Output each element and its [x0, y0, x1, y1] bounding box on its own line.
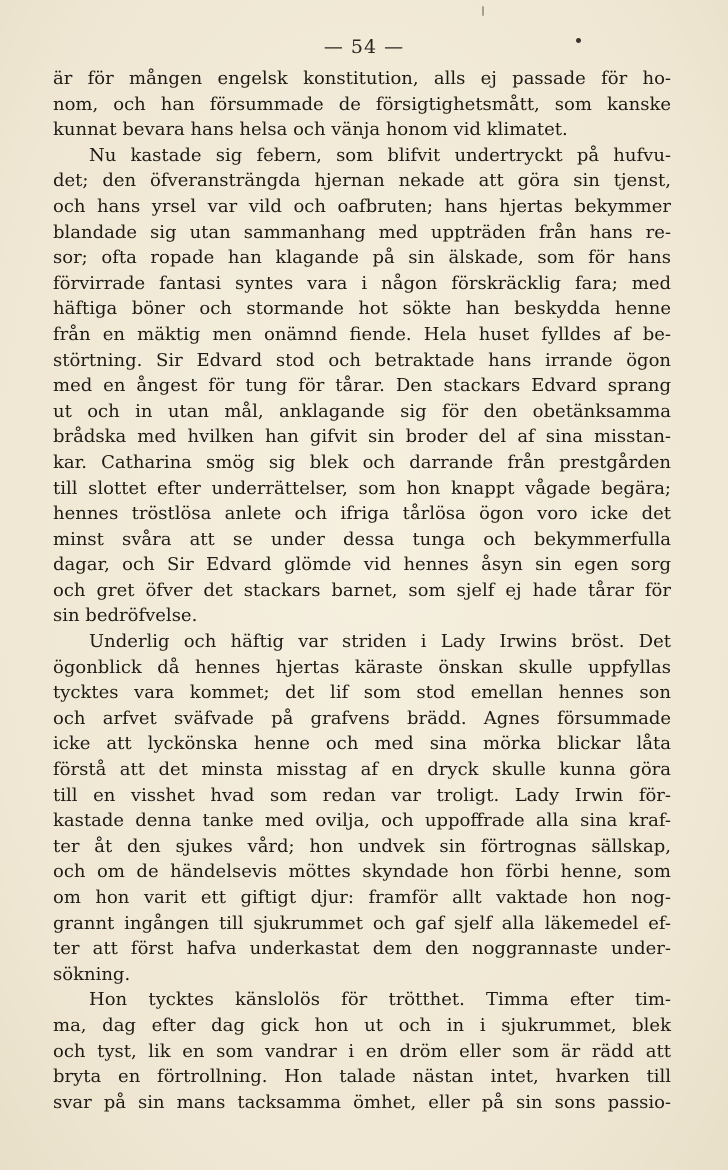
text-line: sor; ofta ropade han klagande på sin älskade, som för hans	[53, 247, 671, 269]
text-line: icke att lyckönska henne och med sina mörka blickar låta	[53, 733, 671, 755]
text-line: hennes tröstlösa anlete och ifriga tårlösa ögon voro icke det	[53, 503, 671, 525]
text-line: blandade sig utan sammanhang med uppträden från hans re-	[53, 221, 671, 243]
text-line: ter åt den sjukes vård; hon undvek sin förtrognas sällskap,	[53, 835, 671, 857]
text-line: minst svåra att se under dessa tunga och bekymmerfulla	[53, 528, 671, 550]
text-line: sökning.	[53, 963, 131, 985]
text-line: till en visshet hvad som redan var troligt. Lady Irwin för-	[53, 784, 671, 806]
text-line: och om de händelsevis möttes skyndade hon förbi henne, som	[53, 861, 671, 883]
text-line: brådska med hvilken han gifvit sin broder del af sina misstan-	[53, 426, 671, 448]
page-number: — 54 —	[323, 36, 405, 58]
text-line: störtning. Sir Edvard stod och betraktade hans irrande ögon	[53, 349, 671, 371]
text-line: Nu kastade sig febern, som blifvit undertryckt på hufvu-	[89, 144, 671, 166]
text-line: nom, och han försummade de försigtighetsmått, som kanske	[53, 93, 671, 115]
body-text	[53, 66, 671, 1115]
text-line: kar. Catharina smög sig blek och darrande från prestgården	[53, 451, 671, 473]
text-line: och tyst, lik en som vandrar i en dröm eller som är rädd att	[53, 1040, 671, 1062]
text-line: grannt ingången till sjukrummet och gaf sjelf alla läkemedel ef-	[53, 912, 671, 934]
text-line: Hon tycktes känslolös för trötthet. Timma efter tim-	[89, 989, 671, 1011]
text-line: kunnat bevara hans helsa och vänja honom vid klimatet.	[53, 119, 568, 141]
text-line: Underlig och häftig var striden i Lady Irwins bröst. Det	[89, 631, 671, 653]
text-line: dagar, och Sir Edvard glömde vid hennes åsyn sin egen sorg	[53, 554, 671, 576]
text-line: ut och in utan mål, anklagande sig för den obetänksamma	[53, 400, 671, 422]
text-line: till slottet efter underrättelser, som hon knappt vågade begära;	[53, 477, 671, 499]
text-line: från en mäktig men onämnd fiende. Hela huset fylldes af be-	[53, 323, 671, 345]
text-line: med en ångest för tung för tårar. Den stackars Edvard sprang	[53, 375, 671, 397]
text-line: tycktes vara kommet; det lif som stod emellan hennes son	[53, 682, 671, 704]
text-line: svar på sin mans tacksamma ömhet, eller på sin sons passio-	[53, 1091, 671, 1113]
text-line: ma, dag efter dag gick hon ut och in i sjukrummet, blek	[53, 1014, 671, 1036]
text-line: häftiga böner och stormande hot sökte han beskydda henne	[53, 298, 671, 320]
text-line: ter att först hafva underkastat dem den noggrannaste under-	[53, 938, 671, 960]
text-line: ögonblick då hennes hjertas käraste önskan skulle uppfyllas	[53, 656, 671, 678]
text-line: förvirrade fantasi syntes vara i någon förskräcklig fara; med	[53, 272, 671, 294]
ink-speck	[576, 38, 581, 43]
text-line: förstå att det minsta misstag af en dryck skulle kunna göra	[53, 759, 671, 781]
ink-speck	[482, 6, 484, 16]
text-line: kastade denna tanke med ovilja, och uppoffrade alla sina kraf-	[53, 810, 671, 832]
text-line: om hon varit ett giftigt djur: framför allt vaktade hon nog-	[53, 887, 671, 908]
text-line: det; den öfveransträngda hjernan nekade att göra sin tjenst,	[53, 170, 671, 192]
text-line: bryta en förtrollning. Hon talade nästan intet, hvarken till	[53, 1066, 671, 1088]
text-line: och gret öfver det stackars barnet, som sjelf ej hade tårar för	[53, 579, 671, 601]
text-line: sin bedröfvelse.	[53, 605, 198, 627]
text-line: och hans yrsel var vild och oafbruten; hans hjertas bekymmer	[53, 195, 671, 217]
text-line: och arfvet sväfvade på grafvens brädd. Agnes försummade	[53, 707, 671, 729]
text-line: är för mången engelsk konstitution, alls ej passade för ho-	[53, 68, 671, 89]
